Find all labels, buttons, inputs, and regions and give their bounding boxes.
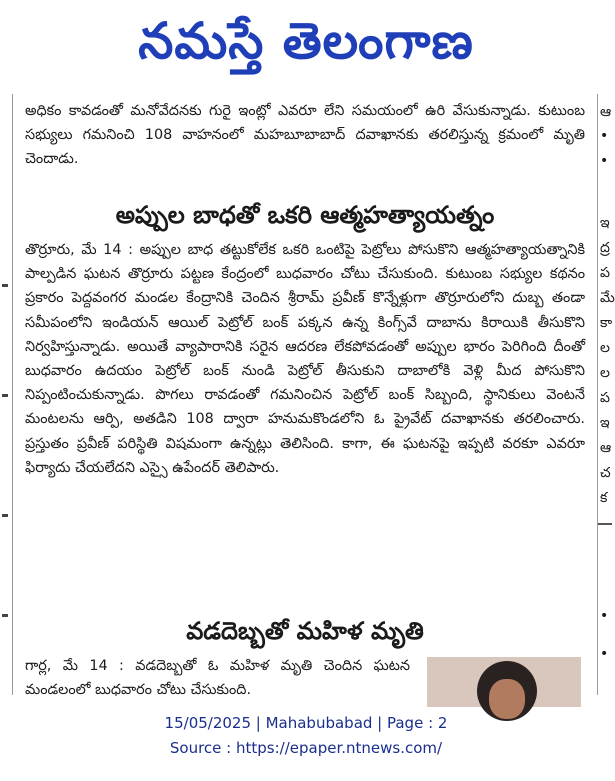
right-fragment: • (600, 128, 609, 144)
second-article-headline: వడదెబ్బతో మహిళ మృతి (186, 617, 424, 645)
right-fragment: క (600, 490, 608, 506)
previous-article-tail (25, 99, 585, 172)
right-fragment: ద్ర (600, 240, 610, 256)
right-fragment: ప (600, 390, 610, 406)
right-fragment: • (600, 646, 609, 662)
right-fragment: ఇ (600, 415, 610, 431)
right-fragment: ప (600, 265, 610, 281)
article-body-text: తొర్రూరు, మే 14 : అప్పుల బాధ తట్టుకోలేక ఒకరి ఒంటిపై పెట్రోలు పోసుకొని ఆత్మహత్యాయత్నానికి పాల్పడిన ఘటన తొర్రూరు పట్టణ కేంద్రంలో బుధవారం చోటు చేసుకుంది. కుటుంబ సభ్యుల కథనం ప్రకారం పెద్దవంగర మండల కేంద్రానికి చెందిన శ్రీరామ్ ప్రవీణ్ కొన్నేళ్లుగా తొర్రూరులోని దుబ్బ తండా సమీపంలోని ఇండియన్ ఆయిల్ పెట్రోల్ బంక్ పక్కన ఉన్న కింగ్స్‌వే దాబాను కిరాయికి తీసుకొని నిర్వహిస్తున్నాడు. అయితే వ్యాపారానికి సరైన ఆదరణ లేకపోవడంతో అప్పుల భారం పెరిగింది దీంతో బుధవారం ఉదయం పెట్రోల్ బంక్ నుండి పెట్రోల్ తీసుకుని దాబాలోకి వెళ్లి మీద పోసుకొని నిప్పంటించుకున్నాడు. పొగలు రావడంతో గమనించిన పెట్రోల్ బంక్ సిబ్బంది, స్థానికులు వెంటనే మంటలను ఆర్పి, అతడిని 108 ద్వారా హనుమకొండలోని ఓ ప్రైవేట్ దవాఖానకు తరలించారు. ప్రస్తుతం ప్రవీణ్ పరిస్థితి విషమంగా ఉన్నట్లు తెలిసింది. కాగా, ఈ ఘటనపై ఇప్పటి వరకూ ఎవరూ ఫిర్యాదు చేయలేదని ఎస్సై ఉపేందర్ తెలిపారు. (25, 242, 585, 476)
masthead-title: నమస్తే తెలంగాణ (138, 11, 474, 70)
right-fragment: కా (600, 315, 613, 331)
right-fragment: చ (600, 465, 611, 481)
previous-article-text: అధికం కావడంతో మనోవేదనకు గురై ఇంట్లో ఎవరూ లేని సమయంలో ఉరి వేసుకున్నాడు. కుటుంబ సభ్యులు గమనించి 108 వాహనంలో మహబూబాబాద్ దవాఖానకు తరలిస్తున్న క్రమంలో మృతి చెందాడు. (25, 103, 585, 168)
article-headline: అప్పుల బాధతో ఒకరి ఆత్మహత్యాయత్నం (115, 201, 495, 229)
right-column-divider (598, 523, 612, 525)
right-fragment: ల (600, 340, 610, 356)
page-footer (0, 695, 612, 781)
left-column-edge (0, 94, 12, 695)
right-fragment: ల (600, 365, 610, 381)
right-fragment: • (600, 153, 609, 169)
article-clipping (0, 94, 615, 699)
right-fragment: • (600, 608, 609, 624)
second-article-text: గార్ల, మే 14 : వడదెబ్బతో ఓ మహిళ మృతి చెందిన ఘటన మండలంలో బుధవారం చోటు చేసుకుంది. (25, 658, 410, 699)
source-link[interactable]: Source : https://epaper.ntnews.com/ (169, 739, 443, 757)
right-fragment: ఆ (600, 440, 612, 456)
right-fragment: ఆ (600, 104, 612, 120)
edition-info: 15/05/2025 | Mahabubabad | Page : 2 (164, 714, 448, 732)
right-column-fragment (598, 94, 615, 695)
right-fragment: మే (600, 290, 615, 306)
column-rule-left (12, 94, 13, 695)
right-fragment: ఇ (600, 215, 610, 231)
newspaper-masthead (0, 0, 612, 94)
article-body (25, 238, 585, 480)
